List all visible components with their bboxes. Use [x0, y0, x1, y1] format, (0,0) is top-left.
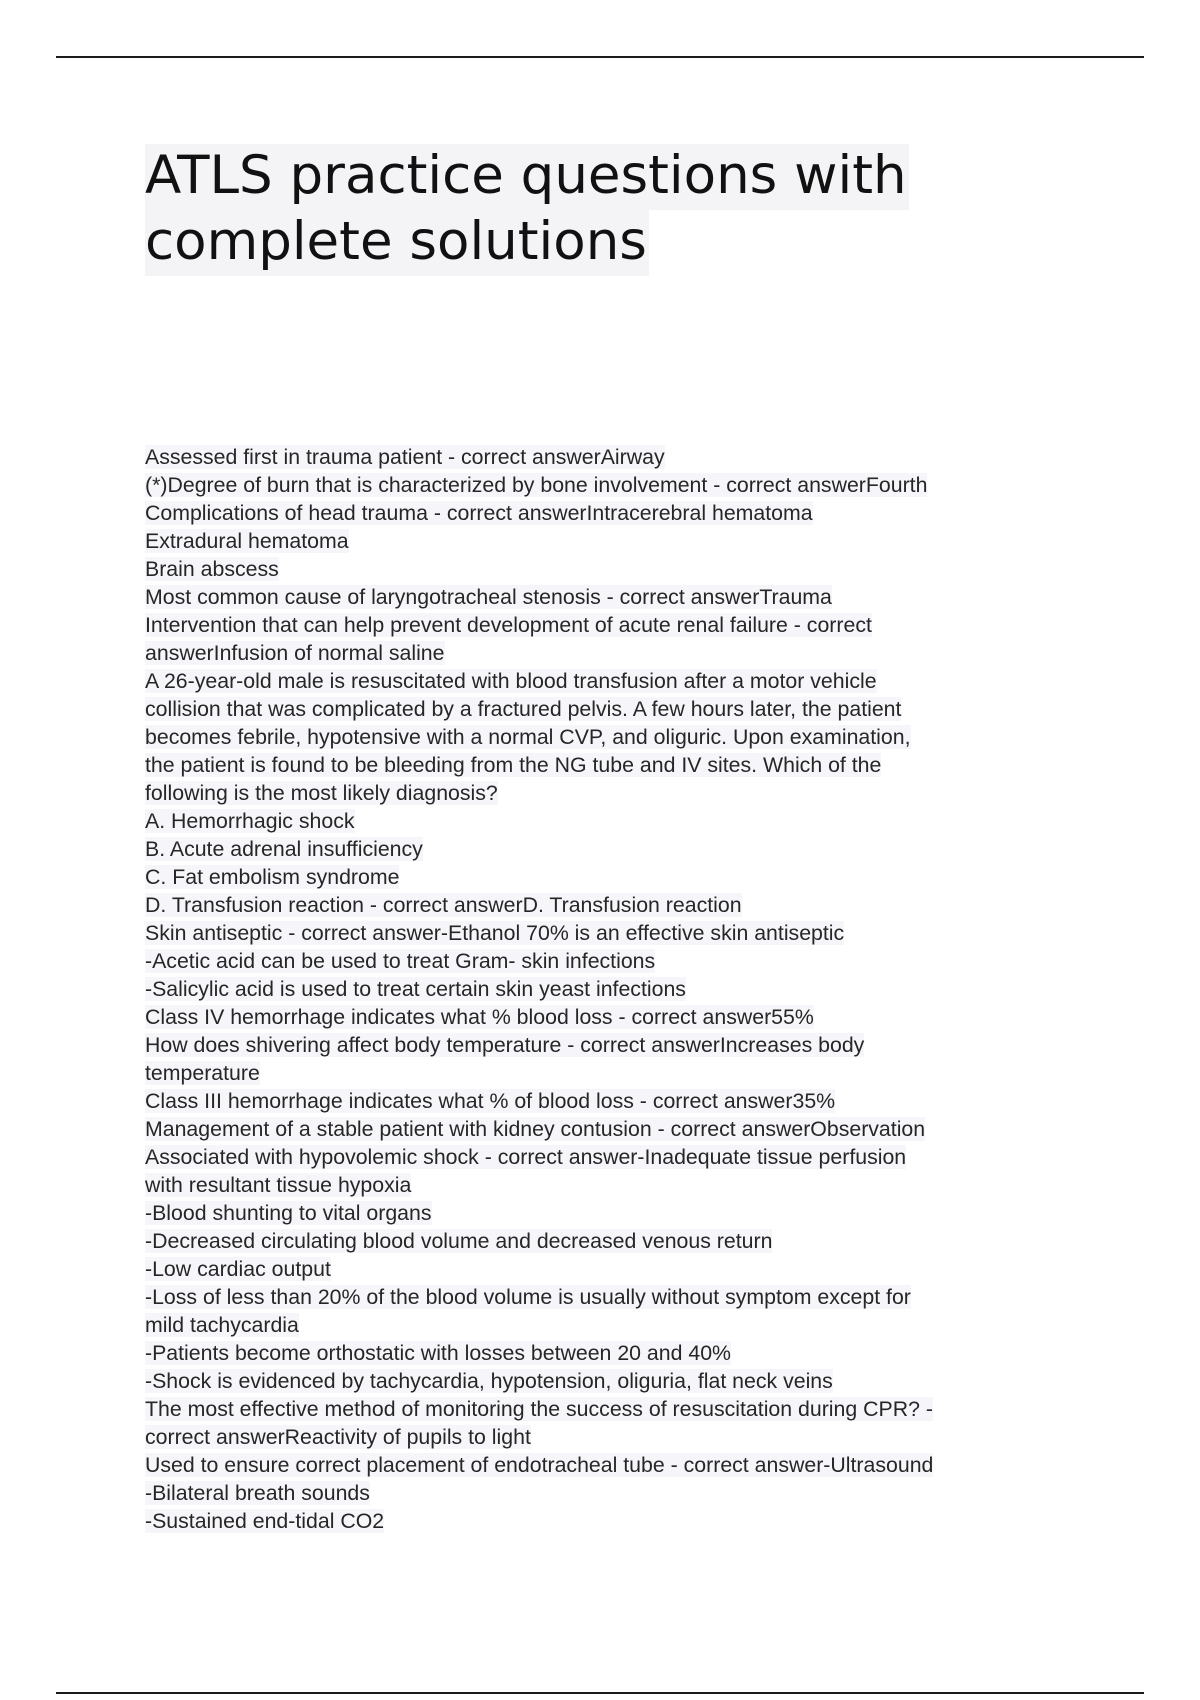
text-line-content: D. Transfusion reaction - correct answerD. Transfusion reaction	[145, 893, 742, 917]
text-line-content: the patient is found to be bleeding from the NG tube and IV sites. Which of the	[145, 753, 882, 777]
text-line	[145, 947, 1045, 975]
text-line-content: -Salicylic acid is used to treat certain skin yeast infections	[145, 977, 686, 1001]
text-line	[145, 1479, 1045, 1507]
bottom-rule	[56, 1692, 1144, 1694]
text-line	[145, 1143, 1045, 1171]
text-line-content: Brain abscess	[145, 557, 279, 581]
text-line	[145, 1451, 1045, 1479]
text-line	[145, 611, 1045, 639]
text-line	[145, 891, 1045, 919]
text-line-content: Intervention that can help prevent development of acute renal failure - correct	[145, 613, 872, 637]
text-line-content: Complications of head trauma - correct answerIntracerebral hematoma	[145, 501, 813, 525]
text-line-content: Associated with hypovolemic shock - correct answer-Inadequate tissue perfusion	[145, 1145, 907, 1169]
text-line-content: Skin antiseptic - correct answer-Ethanol 70% is an effective skin antiseptic	[145, 921, 845, 945]
text-line-content: temperature	[145, 1061, 260, 1085]
text-line-content: correct answerReactivity of pupils to light	[145, 1425, 531, 1449]
text-line	[145, 555, 1045, 583]
text-line-content: A. Hemorrhagic shock	[145, 809, 355, 833]
text-line	[145, 975, 1045, 1003]
text-line	[145, 583, 1045, 611]
text-line	[145, 1059, 1045, 1087]
text-line-content: A 26-year-old male is resuscitated with blood transfusion after a motor vehicle	[145, 669, 877, 693]
text-line	[145, 779, 1045, 807]
text-line-content: B. Acute adrenal insufficiency	[145, 837, 423, 861]
text-line-content: following is the most likely diagnosis?	[145, 781, 498, 805]
text-line-content: -Low cardiac output	[145, 1257, 331, 1281]
text-line-content: Class III hemorrhage indicates what % of blood loss - correct answer35%	[145, 1089, 836, 1113]
text-line	[145, 807, 1045, 835]
text-line-content: -Bilateral breath sounds	[145, 1481, 370, 1505]
title-line: complete solutions	[145, 210, 649, 276]
text-line	[145, 1087, 1045, 1115]
text-line	[145, 835, 1045, 863]
text-line	[145, 1227, 1045, 1255]
text-line	[145, 471, 1045, 499]
text-line-content: answerInfusion of normal saline	[145, 641, 445, 665]
text-line	[145, 639, 1045, 667]
text-line	[145, 1339, 1045, 1367]
text-line-content: -Shock is evidenced by tachycardia, hypotension, oliguria, flat neck veins	[145, 1369, 833, 1393]
top-rule	[56, 56, 1144, 58]
text-line-content: The most effective method of monitoring the success of resuscitation during CPR? -	[145, 1397, 933, 1421]
text-line-content: Assessed first in trauma patient - correct answerAirway	[145, 445, 665, 469]
text-line-content: C. Fat embolism syndrome	[145, 865, 400, 889]
text-line	[145, 1507, 1045, 1535]
text-line-content: -Blood shunting to vital organs	[145, 1201, 432, 1225]
text-line-content: -Acetic acid can be used to treat Gram- skin infections	[145, 949, 656, 973]
text-line-content: -Decreased circulating blood volume and decreased venous return	[145, 1229, 773, 1253]
text-line	[145, 499, 1045, 527]
text-line	[145, 667, 1045, 695]
text-line-content: mild tachycardia	[145, 1313, 299, 1337]
text-line	[145, 919, 1045, 947]
text-line	[145, 1031, 1045, 1059]
text-line-content: Extradural hematoma	[145, 529, 349, 553]
text-line-content: -Sustained end-tidal CO2	[145, 1509, 385, 1533]
text-line-content: Management of a stable patient with kidney contusion - correct answerObservation	[145, 1117, 926, 1141]
text-line	[145, 443, 1045, 471]
text-line-content: collision that was complicated by a fractured pelvis. A few hours later, the patient	[145, 697, 902, 721]
text-line-content: Class IV hemorrhage indicates what % blood loss - correct answer55%	[145, 1005, 814, 1029]
title-line: ATLS practice questions with	[145, 144, 909, 210]
text-line	[145, 723, 1045, 751]
text-line-content: -Patients become orthostatic with losses between 20 and 40%	[145, 1341, 731, 1365]
page-title	[145, 144, 945, 276]
text-line-content: becomes febrile, hypotensive with a normal CVP, and oliguric. Upon examination,	[145, 725, 911, 749]
text-line	[145, 1255, 1045, 1283]
text-line-content: How does shivering affect body temperature - correct answerIncreases body	[145, 1033, 865, 1057]
text-line	[145, 1423, 1045, 1451]
text-line	[145, 695, 1045, 723]
text-line	[145, 1199, 1045, 1227]
text-line	[145, 863, 1045, 891]
text-line	[145, 1171, 1045, 1199]
text-line	[145, 1367, 1045, 1395]
text-line	[145, 751, 1045, 779]
text-line-content: Most common cause of laryngotracheal stenosis - correct answerTrauma	[145, 585, 832, 609]
text-line	[145, 1283, 1045, 1311]
text-line	[145, 1311, 1045, 1339]
text-line	[145, 1395, 1045, 1423]
text-line	[145, 1003, 1045, 1031]
text-line-content: (*)Degree of burn that is characterized by bone involvement - correct answerFourth	[145, 473, 928, 497]
document-body	[145, 443, 1045, 1535]
text-line	[145, 527, 1045, 555]
text-line-content: -Loss of less than 20% of the blood volume is usually without symptom except for	[145, 1285, 911, 1309]
text-line-content: with resultant tissue hypoxia	[145, 1173, 412, 1197]
text-line	[145, 1115, 1045, 1143]
text-line-content: Used to ensure correct placement of endotracheal tube - correct answer-Ultrasound	[145, 1453, 934, 1477]
